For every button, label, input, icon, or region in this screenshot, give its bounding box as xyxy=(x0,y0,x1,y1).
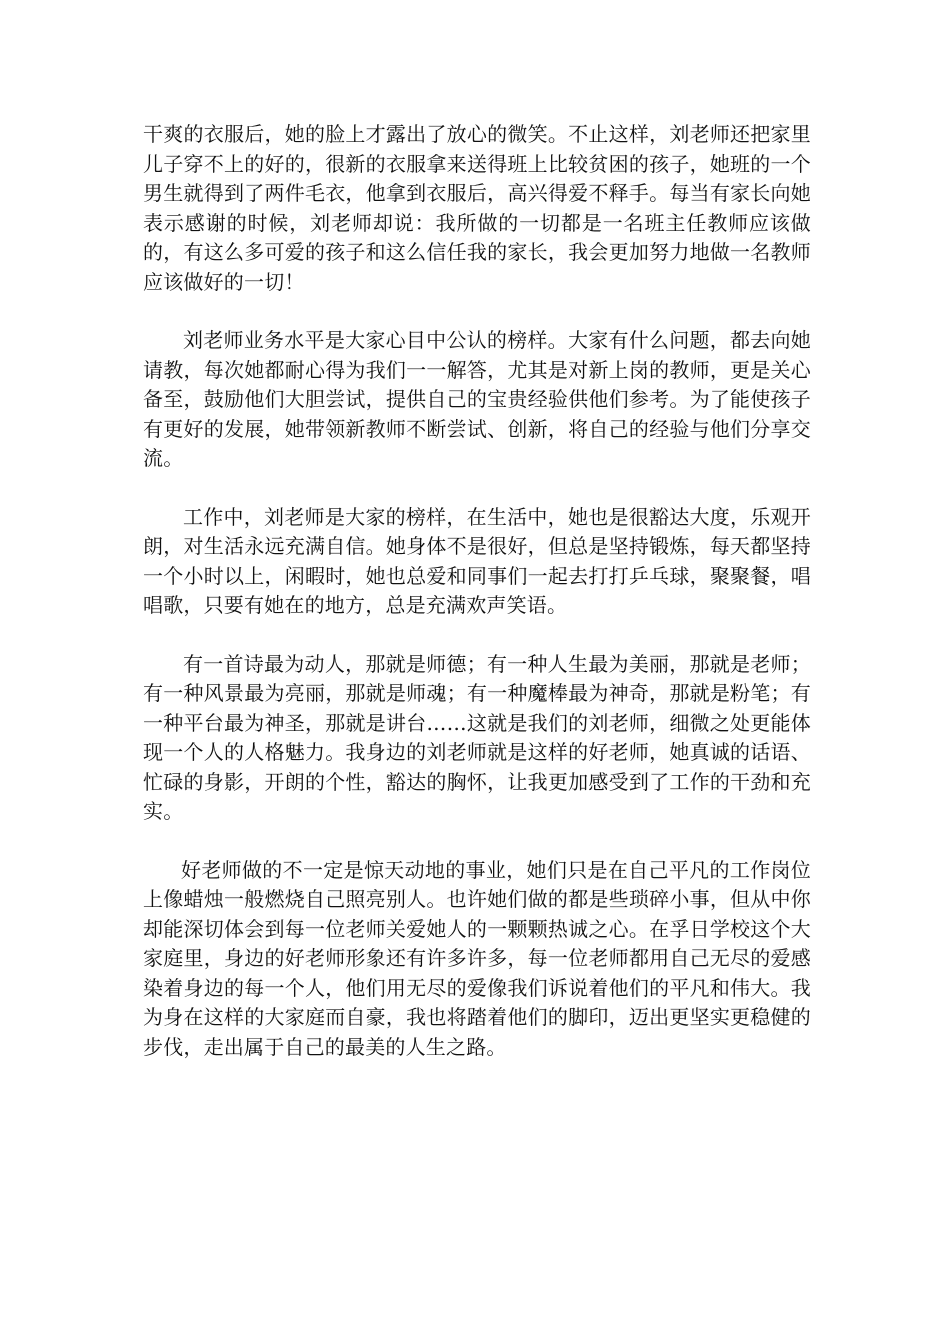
document-body xyxy=(143,120,811,1091)
paragraph-4: 有一首诗最为动人，那就是师德；有一种人生最为美丽，那就是老师；有一种风景最为亮丽，那就是师魂；有一种魔棒最为神奇，那就是粉笔；有一种平台最为神圣，那就是讲台……这就是我们的刘老师，细微之处更能体现一个人的人格魅力。我身边的刘老师就是这样的好老师，她真诚的话语、忙碌的身影，开朗的个性，豁达的胸怀，让我更加感受到了工作的干劲和充实。 xyxy=(143,651,811,823)
paragraph-2: 刘老师业务水平是大家心目中公认的榜样。大家有什么问题，都去向她请教，每次她都耐心得为我们一一解答，尤其是对新上岗的教师，更是关心备至，鼓励他们大胆尝试，提供自己的宝贵经验供他们参考。为了能使孩子有更好的发展，她带领新教师不断尝试、创新，将自己的经验与他们分享交流。 xyxy=(143,328,811,470)
paragraph-1: 干爽的衣服后，她的脸上才露出了放心的微笑。不止这样，刘老师还把家里儿子穿不上的好的，很新的衣服拿来送得班上比较贫困的孩子，她班的一个男生就得到了两件毛衣，他拿到衣服后，高兴得爱不释手。每当有家长向她表示感谢的时候，刘老师却说：我所做的一切都是一名班主任教师应该做的，有这么多可爱的孩子和这么信任我的家长，我会更加努力地做一名教师应该做好的一切！ xyxy=(143,122,811,294)
paragraph-3: 工作中，刘老师是大家的榜样，在生活中，她也是很豁达大度，乐观开朗，对生活永远充满自信。她身体不是很好，但总是坚持锻炼，每天都坚持一个小时以上，闲暇时，她也总爱和同事们一起去打打乒乓球，聚聚餐，唱唱歌，只要有她在的地方，总是充满欢声笑语。 xyxy=(143,504,811,617)
paragraph-5: 好老师做的不一定是惊天动地的事业，她们只是在自己平凡的工作岗位上像蜡烛一般燃烧自己照亮别人。也许她们做的都是些琐碎小事，但从中你却能深切体会到每一位老师关爱她人的一颗颗热诚之心。在孚日学校这个大家庭里，身边的好老师形象还有许多许多，每一位老师都用自己无尽的爱感染着身边的每一个人，他们用无尽的爱像我们诉说着他们的平凡和伟大。我为身在这样的大家庭而自豪，我也将踏着他们的脚印，迈出更坚实更稳健的步伐，走出属于自己的最美的人生之路。 xyxy=(143,857,811,1059)
